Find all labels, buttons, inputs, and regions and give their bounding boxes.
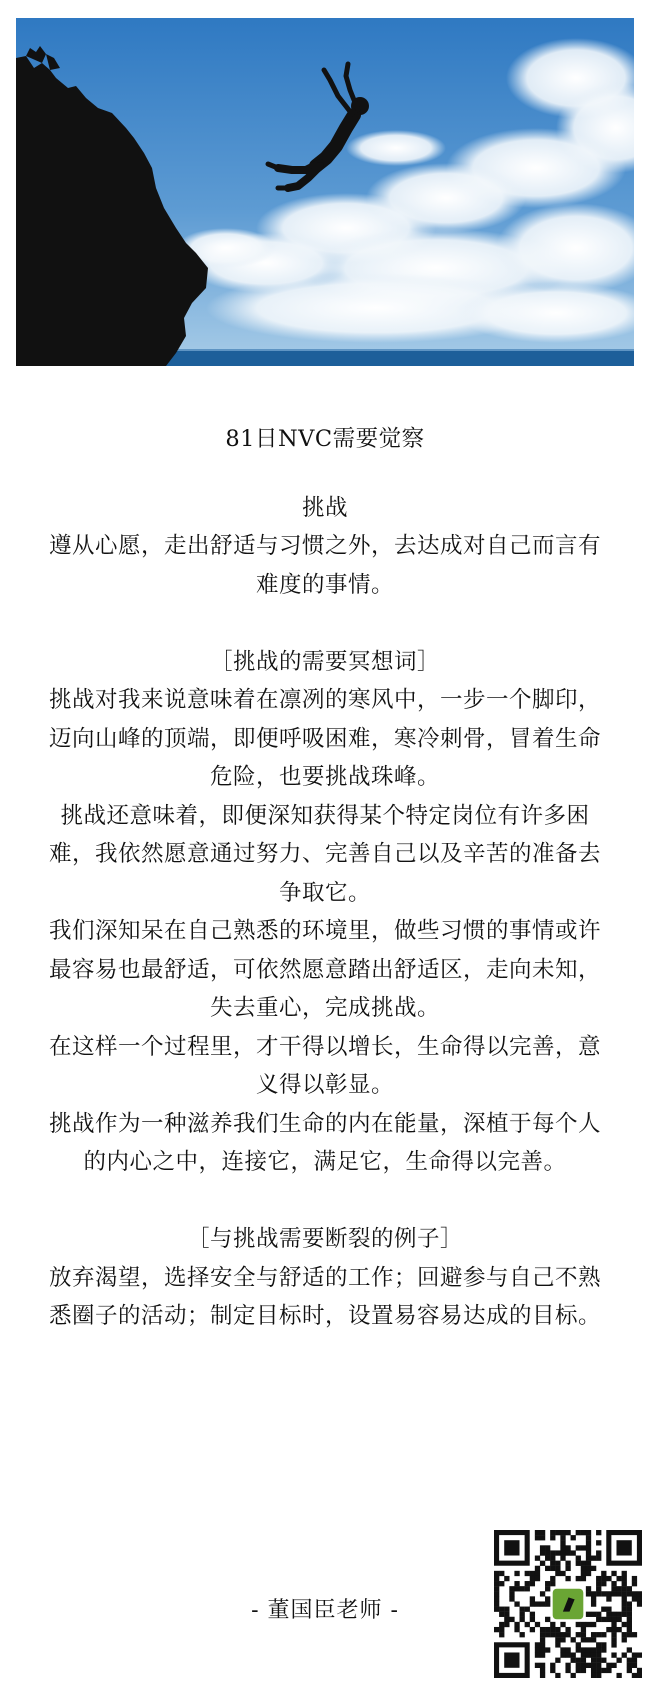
article-body: [40, 420, 610, 1336]
article-title: 81日NVC需要觉察: [225, 426, 425, 452]
disconnect-text: 放弃渴望，选择安全与舒适的工作；回避参与自己不熟悉圈子的活动；制定目标时，设置易容易达成的目标。: [48, 1264, 601, 1329]
meditation-heading: ［挑战的需要冥想词］: [209, 648, 440, 675]
spacer: [40, 1182, 610, 1221]
spacer: [40, 604, 610, 643]
cliff-diver-image: [16, 18, 634, 366]
meditation-paragraph: 挑战作为一种滋养我们生命的内在能量，深植于每个人的内心之中，连接它，满足它，生命得以完善。: [48, 1110, 601, 1175]
disconnect-heading: ［与挑战需要断裂的例子］: [186, 1226, 463, 1252]
definition-text: 遵从心愿，走出舒适与习惯之外，去达成对自己而言有难度的事情。: [48, 533, 601, 598]
author-signature: - 董国臣老师 -: [251, 1598, 399, 1623]
hero-photo: [16, 18, 634, 366]
meditation-paragraph: 在这样一个过程里，才干得以增长，生命得以完善，意义得以彰显。: [48, 1033, 601, 1098]
definition-heading: 挑战: [301, 494, 348, 521]
qr-code[interactable]: [494, 1530, 642, 1678]
meditation-paragraph: 挑战对我来说意味着在凛冽的寒风中，一步一个脚印，迈向山峰的顶端，即便呼吸困难，寒冷刺骨，冒着生命危险，也要挑战珠峰。: [48, 687, 601, 790]
meditation-paragraph: 挑战还意味着，即便深知获得某个特定岗位有许多困难，我依然愿意通过努力、完善自己以及辛苦的准备去争取它。: [48, 802, 601, 906]
meditation-paragraph: 我们深知呆在自己熟悉的环境里，做些习惯的事情或许最容易也最舒适，可依然愿意踏出舒适区，走向未知，失去重心，完成挑战。: [48, 918, 601, 1021]
qr-code-image: [494, 1530, 642, 1678]
